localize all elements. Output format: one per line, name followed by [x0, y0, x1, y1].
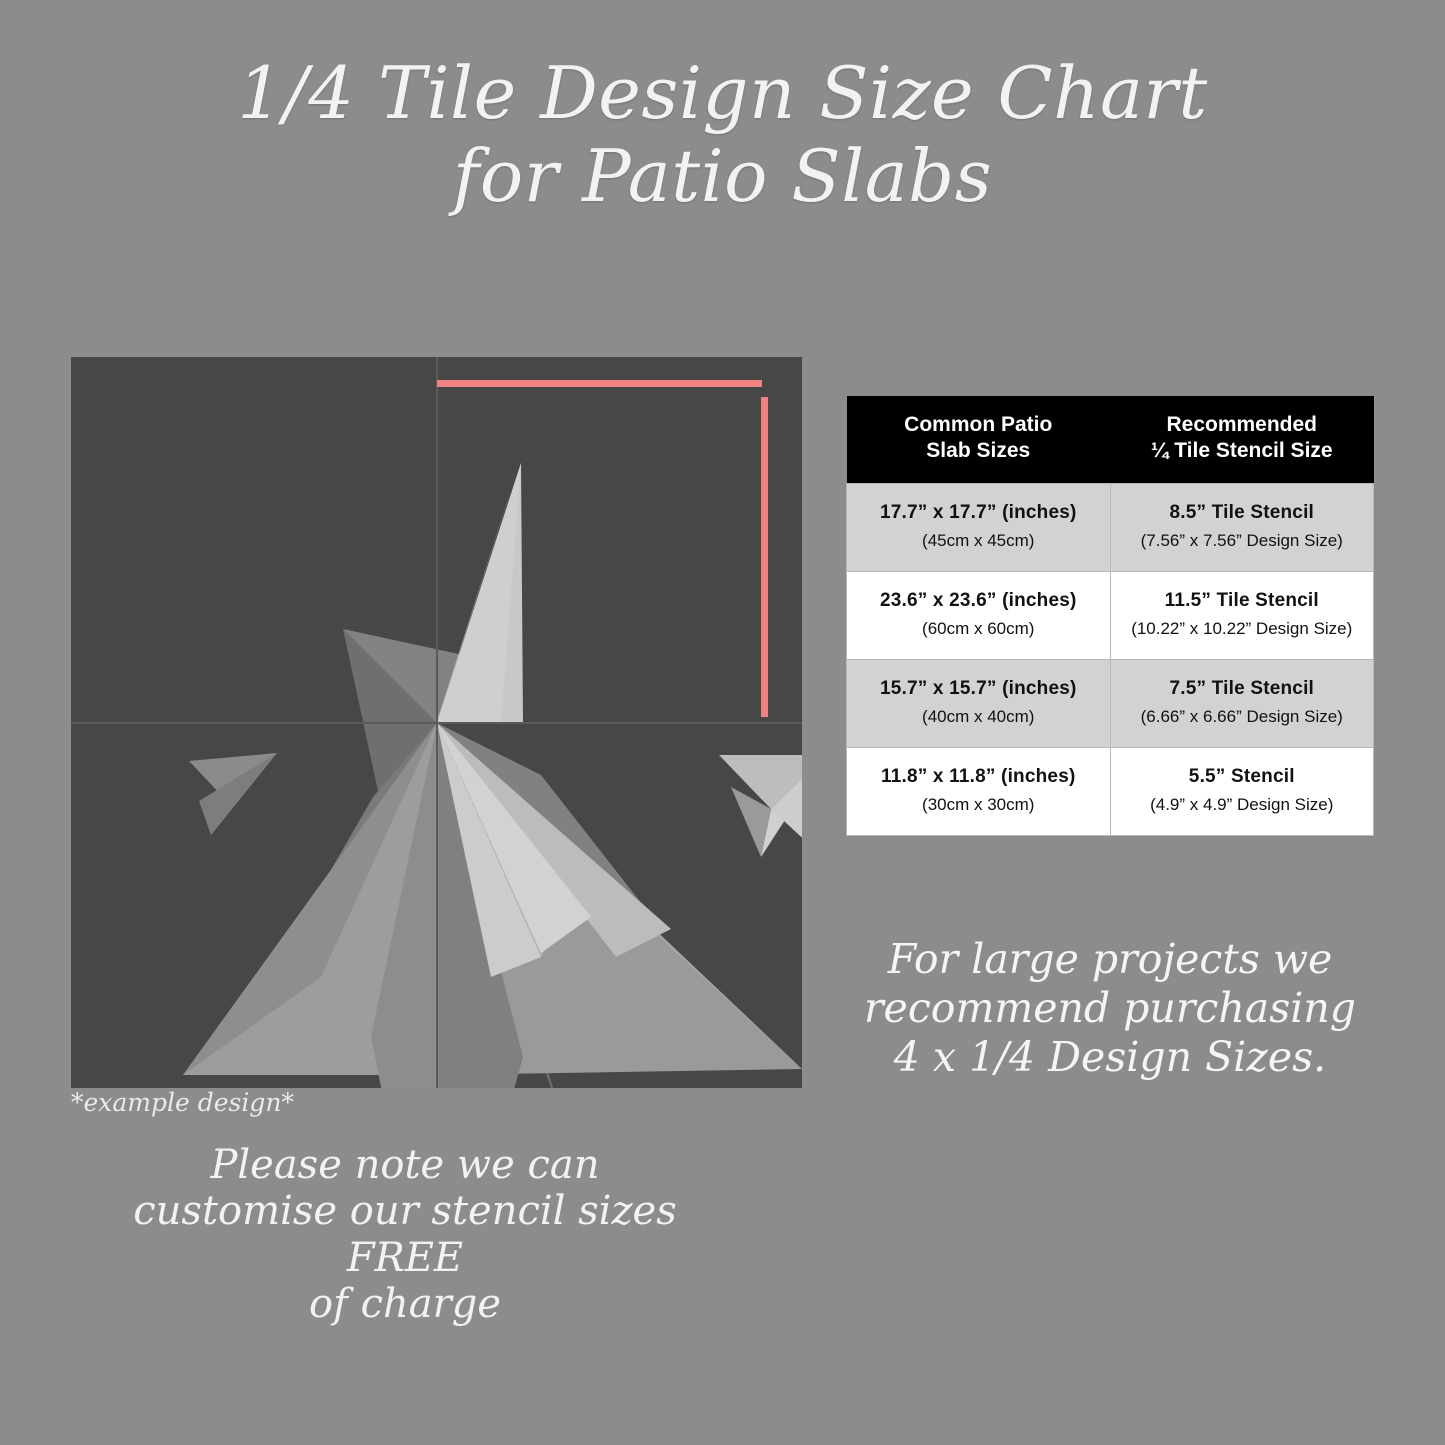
- slab-size-value: 11.8” x 11.8” (inches): [880, 765, 1076, 787]
- stencil-design-size: (6.66” x 6.66” Design Size): [1140, 706, 1343, 726]
- stencil-design-size: (4.9” x 4.9” Design Size): [1150, 794, 1334, 814]
- customisation-note-line4: of charge: [308, 1281, 501, 1328]
- slab-size-value: 17.7” x 17.7” (inches): [879, 501, 1077, 523]
- stencil-size-value: 7.5” Tile Stencil: [1169, 677, 1315, 699]
- example-design-image: [71, 357, 802, 1088]
- table-cell-stencil-size: [1110, 571, 1374, 659]
- table-header-row: [847, 396, 1374, 483]
- page-title: [0, 52, 1445, 218]
- customisation-note-line3: FREE: [346, 1234, 464, 1281]
- stencil-design-size: (10.22” x 10.22” Design Size): [1131, 618, 1353, 638]
- table-row: [847, 571, 1374, 659]
- slab-size-metric: (60cm x 60cm): [922, 618, 1035, 638]
- table-cell-slab-size: [847, 747, 1111, 835]
- table-head: [847, 396, 1374, 483]
- measure-bracket-right: [761, 397, 768, 717]
- slab-size-metric: (45cm x 45cm): [922, 530, 1035, 550]
- customisation-note: [40, 1142, 770, 1328]
- compass-star-graphic: [71, 357, 802, 1088]
- large-projects-note-line1: For large projects we: [887, 935, 1333, 983]
- table-cell-stencil-size: [1110, 747, 1374, 835]
- slab-size-metric: (30cm x 30cm): [922, 794, 1035, 814]
- table-cell-stencil-size: [1110, 483, 1374, 571]
- table-cell-slab-size: [847, 483, 1111, 571]
- slab-size-value: 23.6” x 23.6” (inches): [879, 589, 1077, 611]
- table-row: [847, 747, 1374, 835]
- slab-size-value: 15.7” x 15.7” (inches): [879, 677, 1077, 699]
- table-header-slab-sizes: [847, 396, 1111, 483]
- table-cell-slab-size: [847, 659, 1111, 747]
- table-header-stencil-line2: ¼ Tile Stencil Size: [1150, 439, 1333, 463]
- table-header-stencil-size: [1110, 396, 1374, 483]
- measure-bracket-top: [437, 380, 762, 387]
- table-cell-stencil-size: [1110, 659, 1374, 747]
- table-header-slab-line1: Common Patio: [904, 413, 1053, 436]
- table-header-stencil-line1: Recommended: [1166, 413, 1318, 436]
- table-row: [847, 483, 1374, 571]
- table-row: [847, 659, 1374, 747]
- slab-size-metric: (40cm x 40cm): [922, 706, 1035, 726]
- size-chart-table: [846, 396, 1374, 836]
- table-header-slab-line2: Slab Sizes: [926, 439, 1031, 463]
- large-projects-note-line3: 4 x 1/4 Design Sizes.: [893, 1033, 1327, 1082]
- stencil-size-value: 11.5” Tile Stencil: [1164, 589, 1319, 611]
- customisation-note-line2: customise our stencil sizes: [133, 1188, 677, 1235]
- example-design-caption: *example design*: [71, 1088, 294, 1117]
- customisation-note-line1: Please note we can: [210, 1142, 600, 1188]
- large-projects-note: [846, 935, 1374, 1083]
- large-projects-note-line2: recommend purchasing: [863, 984, 1357, 1033]
- page-title-line1: 1/4 Tile Design Size Chart: [237, 51, 1208, 135]
- stencil-size-value: 8.5” Tile Stencil: [1169, 501, 1315, 523]
- page-title-line2: for Patio Slabs: [452, 133, 993, 218]
- stencil-size-value: 5.5” Stencil: [1188, 765, 1295, 787]
- table-cell-slab-size: [847, 571, 1111, 659]
- stencil-design-size: (7.56” x 7.56” Design Size): [1140, 530, 1343, 550]
- table-body: [847, 483, 1374, 835]
- size-chart-table-wrapper: [846, 396, 1374, 836]
